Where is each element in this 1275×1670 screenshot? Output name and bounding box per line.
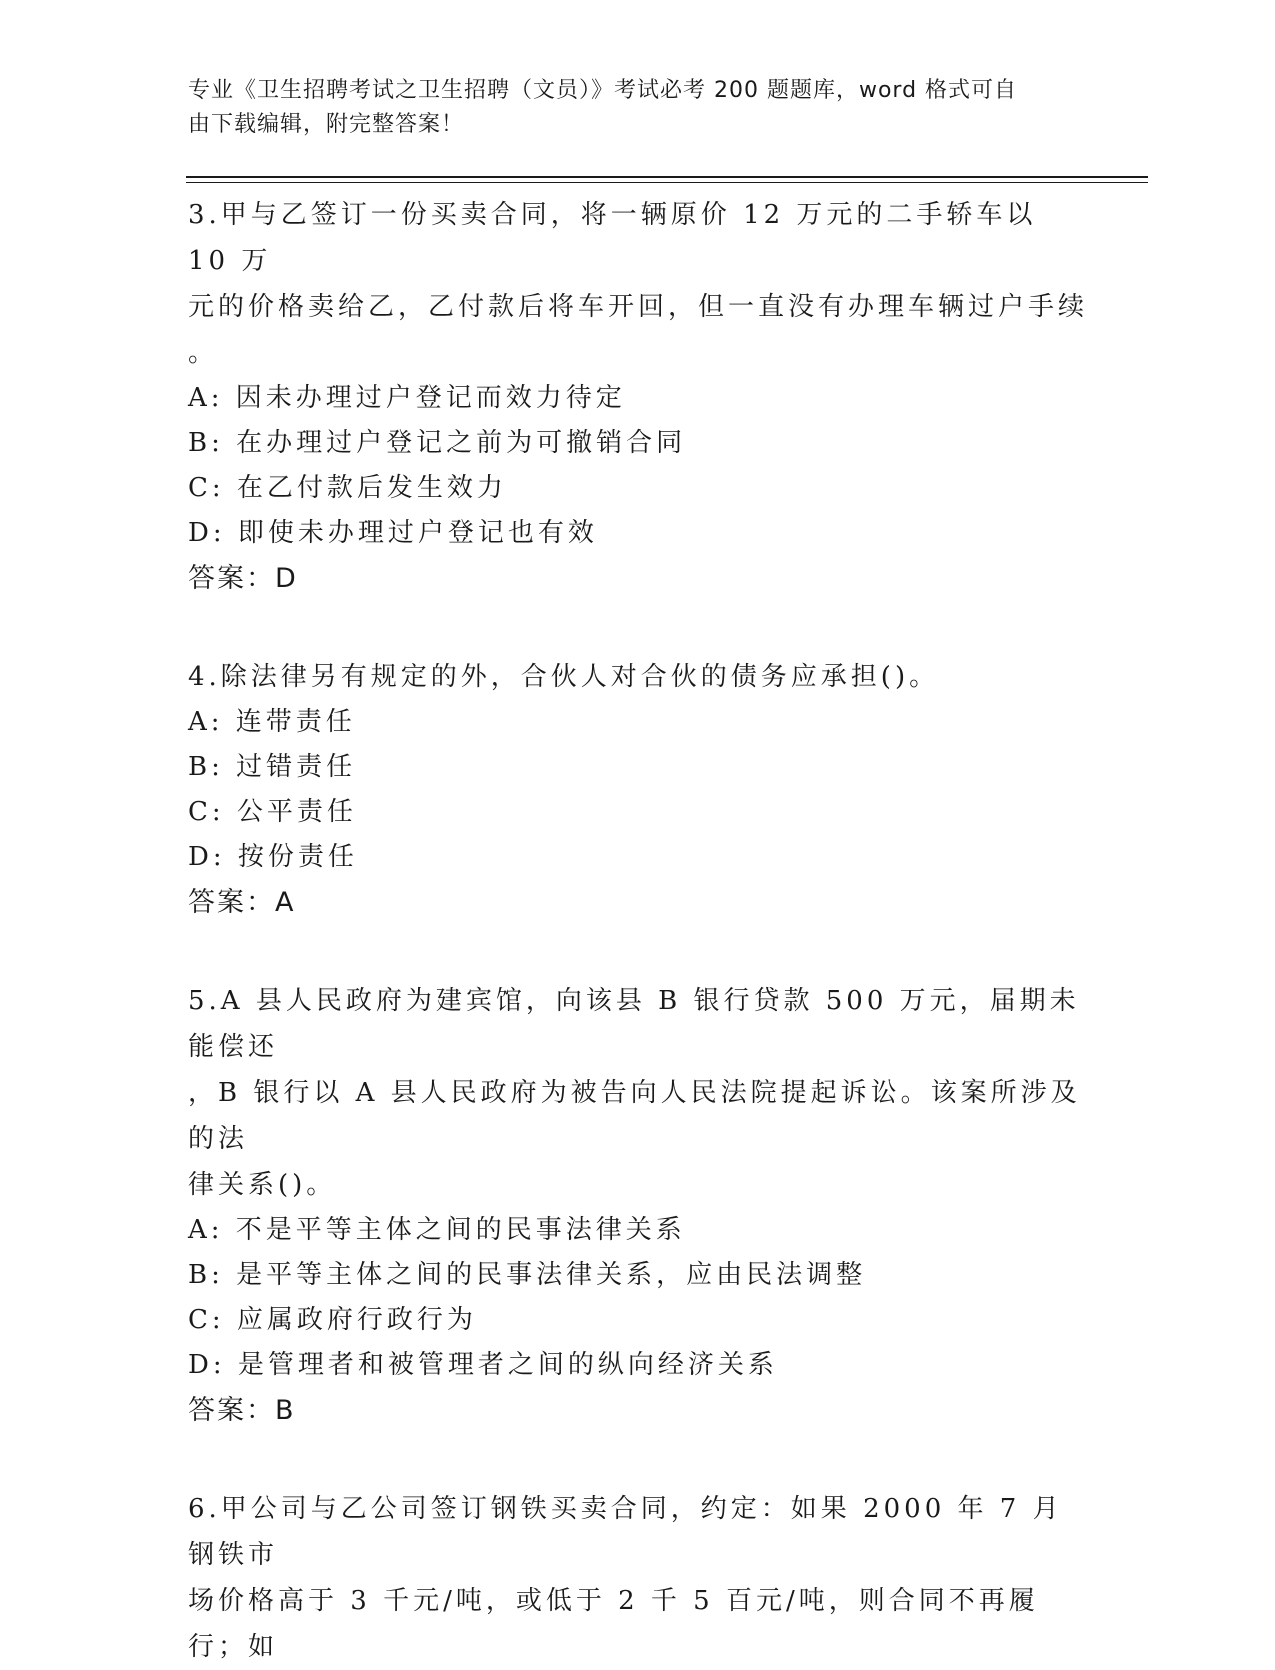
option-a: A: 不是平等主体之间的民事法律关系 <box>188 1215 686 1245</box>
stem-line: ，B 银行以 A 县人民政府为被告向人民法院提起诉讼。该案所涉及的法 <box>188 1078 1081 1154</box>
question-3 <box>188 188 1088 602</box>
question-list <box>188 188 1088 1670</box>
option-b: B: 在办理过户登记之前为可撤销合同 <box>188 428 687 458</box>
stem-line: 6.甲公司与乙公司签订钢铁买卖合同，约定：如果 2000 年 7 月钢铁市 <box>188 1494 1063 1570</box>
document-header <box>188 74 1088 142</box>
header-line-1: 专业《卫生招聘考试之卫生招聘（文员）》考试必考 200 题题库，word 格式可自 <box>188 78 1018 103</box>
stem-line: 。 <box>188 338 219 368</box>
header-line-2: 由下载编辑，附完整答案！ <box>188 112 465 137</box>
question-4 <box>188 650 1088 926</box>
option-b: B: 过错责任 <box>188 752 357 782</box>
question-gap <box>188 602 1088 650</box>
option-d: D: 按份责任 <box>188 842 358 872</box>
option-a: A: 连带责任 <box>188 707 356 737</box>
question-stem <box>188 650 1088 700</box>
stem-line: 4.除法律另有规定的外，合伙人对合伙的债务应承担()。 <box>188 662 940 692</box>
stem-line: 元的价格卖给乙，乙付款后将车开回，但一直没有办理车辆过户手续 <box>188 292 1089 322</box>
answer-line: 答案：A <box>188 887 296 918</box>
question-gap <box>188 926 1088 974</box>
question-gap <box>188 1434 1088 1482</box>
stem-line: 场价格高于 3 千元/吨，或低于 2 千 5 百元/吨，则合同不再履行；如 <box>188 1586 1039 1662</box>
option-c: C: 应属政府行政行为 <box>188 1305 477 1335</box>
stem-line: 5.A 县人民政府为建宾馆，向该县 B 银行贷款 500 万元，届期未能偿还 <box>188 986 1080 1062</box>
option-b: B: 是平等主体之间的民事法律关系，应由民法调整 <box>188 1260 867 1290</box>
option-d: D: 是管理者和被管理者之间的纵向经济关系 <box>188 1350 778 1380</box>
question-stem <box>188 1482 1088 1670</box>
option-d: D: 即使未办理过户登记也有效 <box>188 518 598 548</box>
question-6 <box>188 1482 1088 1670</box>
question-stem <box>188 188 1088 376</box>
option-c: C: 公平责任 <box>188 797 357 827</box>
header-divider-thick <box>186 176 1148 178</box>
option-c: C: 在乙付款后发生效力 <box>188 473 507 503</box>
question-5 <box>188 974 1088 1434</box>
stem-line: 3.甲与乙签订一份买卖合同，将一辆原价 12 万元的二手轿车以 10 万 <box>188 200 1037 276</box>
answer-line: 答案：B <box>188 1395 296 1426</box>
answer-line: 答案：D <box>188 563 298 594</box>
stem-line: 律关系()。 <box>188 1170 337 1200</box>
question-stem <box>188 974 1088 1208</box>
header-divider-thin <box>186 182 1148 183</box>
option-a: A: 因未办理过户登记而效力待定 <box>188 383 626 413</box>
